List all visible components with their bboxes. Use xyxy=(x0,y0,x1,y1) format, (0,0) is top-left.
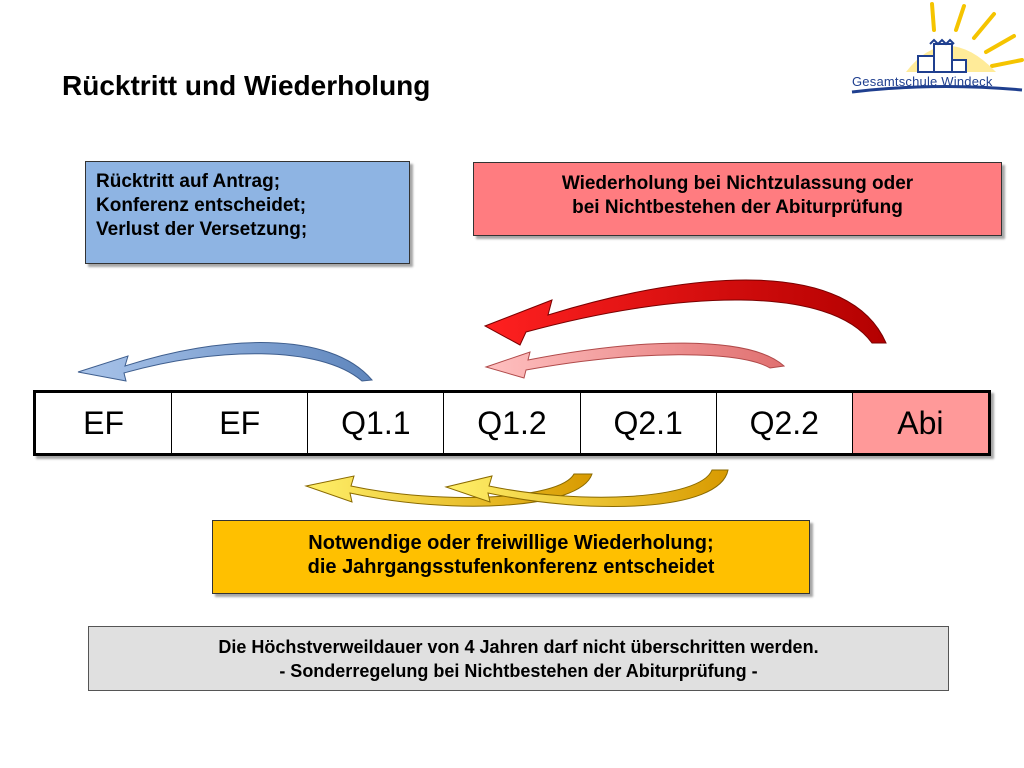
hinweis-line-2: - Sonderregelung bei Nichtbestehen der Abiturprüfung - xyxy=(279,661,758,681)
wiederholung-nichtzulassung-line-2: bei Nichtbestehen der Abiturprüfung xyxy=(572,197,903,218)
arrow-freiwillig-2 xyxy=(446,470,728,507)
wiederholung-nichtzulassung-box xyxy=(473,162,1002,236)
school-logo-text: Gesamtschule Windeck xyxy=(852,74,993,89)
ruecktritt-line-2: Konferenz entscheidet; xyxy=(96,195,307,216)
wiederholung-nichtzulassung-line-1: Wiederholung bei Nichtzulassung oder xyxy=(561,173,914,194)
arrow-wiederholung-abi xyxy=(485,280,886,345)
arrow-freiwillig-1 xyxy=(306,474,592,506)
arrow-wiederholung-q22 xyxy=(486,343,784,378)
stage-table xyxy=(33,390,991,456)
page-title: Rücktritt und Wiederholung xyxy=(62,70,431,101)
ruecktritt-box xyxy=(85,161,410,264)
ruecktritt-line-1: Rücktritt auf Antrag; xyxy=(96,171,281,192)
stage-ef-1: EF xyxy=(36,393,172,453)
stage-q1-1: Q1.1 xyxy=(308,393,444,453)
wiederholung-freiwillig-line-1: Notwendige oder freiwillige Wiederholung; xyxy=(308,532,714,554)
stage-abi: Abi xyxy=(853,393,988,453)
stage-q2-1: Q2.1 xyxy=(581,393,717,453)
arrow-ruecktritt xyxy=(78,343,372,381)
stage-q2-2: Q2.2 xyxy=(717,393,853,453)
ruecktritt-line-3: Verlust der Versetzung; xyxy=(96,219,308,240)
stage-ef-2: EF xyxy=(172,393,308,453)
hinweis-box xyxy=(88,626,949,691)
wiederholung-freiwillig-box xyxy=(212,520,810,594)
stage-q1-2: Q1.2 xyxy=(444,393,580,453)
wiederholung-freiwillig-line-2: die Jahrgangsstufenkonferenz entscheidet xyxy=(307,556,715,578)
hinweis-line-1: Die Höchstverweildauer von 4 Jahren darf nicht überschritten werden. xyxy=(218,637,819,657)
